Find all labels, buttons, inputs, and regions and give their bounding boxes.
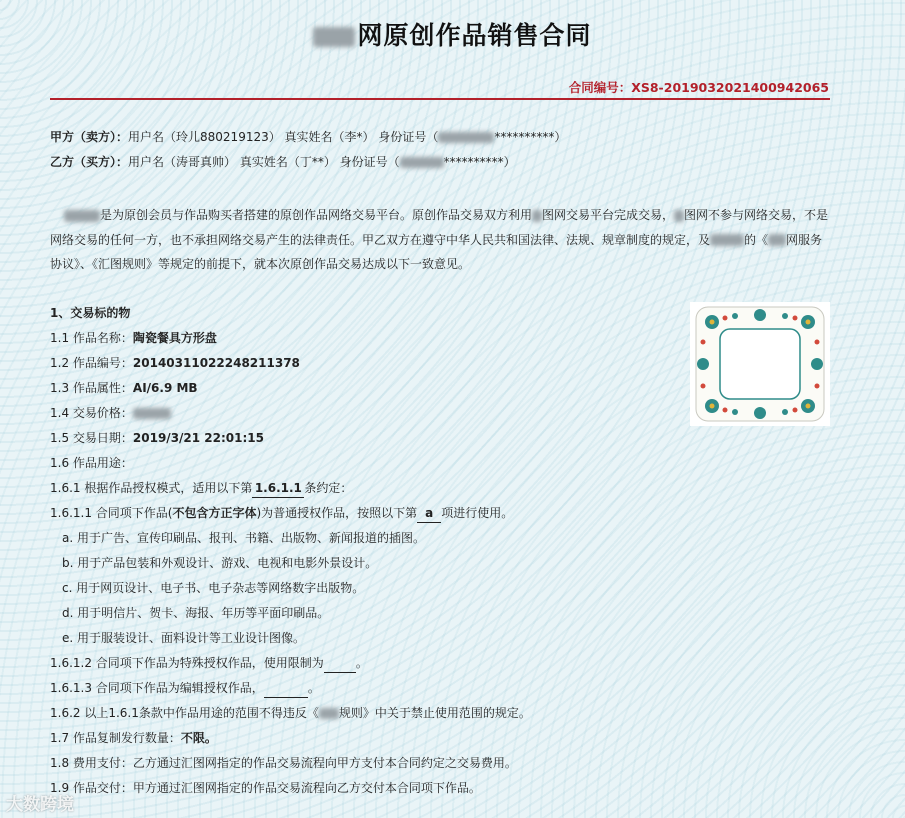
floral-plate-image <box>690 302 830 426</box>
party-b: 乙方（买方）：用户名（涛哥真帅） 真实姓名（丁**） 身份证号（ **********） <box>50 155 516 169</box>
item-number: 1.2 作品编号：20140311022248211378 <box>50 356 300 370</box>
intro-paragraph: 是为原创会员与作品购买者搭建的原创作品网络交易平台。原创作品交易双方利用 图网交易平台完成交易， 图网不参与网络交易，不是网络交易的任何一方，也不承担网络交易产生的法律责任。甲乙双方在遵守中华人民共和国法律、法规、规章制度的规定，及 的《 网服务协议》、《汇图规则》等规定的前提下，就本次原创作品交易达成以下一致意见。 <box>50 208 829 271</box>
header-divider <box>50 98 830 100</box>
redacted-price <box>133 408 171 419</box>
section-heading: 1、交易标的物 <box>50 306 131 320</box>
usage-heading: 1.6 作品用途： <box>50 456 133 470</box>
clause-1-6-1-3: 1.6.1.3 合同项下作品为编辑授权作品， 。 <box>50 679 320 698</box>
redacted-brand <box>313 27 355 47</box>
clause-1-6-1: 1.6.1 根据作品授权模式，适用以下第 1.6.1.1 条约定： <box>50 479 352 498</box>
usage-option-c: c. 用于网页设计、电子书、电子杂志等网络数字出版物。 <box>62 581 365 595</box>
redacted-brand <box>710 234 744 246</box>
usage-option-e: e. 用于服装设计、面料设计等工业设计图像。 <box>62 631 306 645</box>
contract-number: 合同编号：XS8-20190320214009420​65 <box>568 80 829 95</box>
redacted-brand <box>532 210 542 222</box>
trade-date: 1.5 交易日期：2019/3/21 22:01:15 <box>50 431 264 445</box>
clause-1-6-1-1: 1.6.1.1 合同项下作品(不包含方正字体)为普通授权作品，按照以下第 a 项进行使用。 <box>50 504 513 523</box>
redacted-brand <box>319 708 339 719</box>
watermark: 大数跨境 <box>6 795 74 815</box>
clause-1-8: 1.8 费用支付：乙方通过汇图网指定的作品交易流程向甲方支付本合同约定之交易费用。 <box>50 756 517 770</box>
usage-option-b: b. 用于产品包装和外观设计、游戏、电视和电影外景设计。 <box>62 556 378 570</box>
item-name: 1.1 作品名称：陶瓷餐具方形盘 <box>50 331 217 345</box>
item-attribute: 1.3 作品属性：AI/6.9 MB <box>50 381 198 395</box>
page-title: 网原创作品销售合同 <box>0 16 905 52</box>
redacted-brand <box>674 210 684 222</box>
clause-1-6-1-2: 1.6.1.2 合同项下作品为特殊授权作品，使用限制为 。 <box>50 654 368 673</box>
usage-option-a: a. 用于广告、宣传印刷品、报刊、书籍、出版物、新闻报道的插图。 <box>62 531 425 545</box>
redacted-id <box>400 157 444 168</box>
product-thumbnail <box>690 302 830 426</box>
usage-option-d: d. 用于明信片、贺卡、海报、年历等平面印刷品。 <box>62 606 330 620</box>
clause-1-7: 1.7 作品复制发行数量：不限。 <box>50 731 217 745</box>
redacted-id <box>438 132 494 143</box>
party-a: 甲方（卖方）：用户名（玲儿880219123） 真实姓名（李*） 身份证号（ **********） <box>50 130 567 144</box>
redacted-brand <box>768 234 786 246</box>
clause-1-6-2: 1.6.2 以上1.6.1条款中作品用途的范围不得违反《 规则》中关于禁止使用范围的规定。 <box>50 706 531 720</box>
trade-price: 1.4 交易价格： <box>50 404 171 422</box>
redacted-brand <box>64 210 100 222</box>
clause-1-9: 1.9 作品交付：甲方通过汇图网指定的作品交易流程向乙方交付本合同项下作品。 <box>50 781 481 795</box>
